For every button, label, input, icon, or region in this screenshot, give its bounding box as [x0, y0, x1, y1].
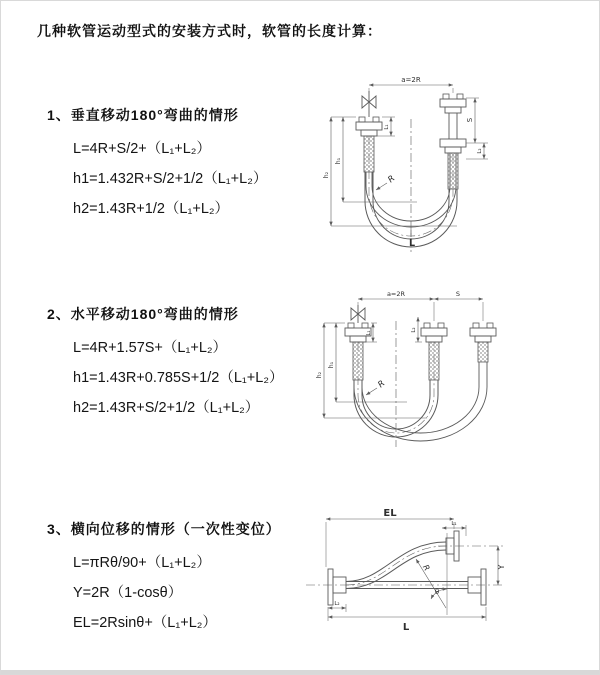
svg-text:R: R [420, 563, 432, 573]
pipe-fitting-right [470, 323, 496, 342]
formula-h2: h2=1.43R+S/2+1/2（L₁+L₂） [73, 400, 260, 416]
pipe-fitting-right-lower [440, 139, 466, 153]
formula-length: L=πRθ/90+（L₁+L₂） [73, 555, 211, 571]
svg-text:R: R [386, 173, 398, 186]
svg-text:h₂: h₂ [316, 371, 323, 379]
dimension-l1 [377, 117, 395, 136]
braided-hose-section [448, 153, 458, 189]
formula-length: L=4R+S/2+（L₁+L₂） [73, 141, 211, 157]
svg-text:h₁: h₁ [328, 361, 335, 369]
svg-text:Y: Y [497, 564, 506, 570]
section-3-heading: 3、横向位移的情形（一次性变位） [47, 521, 281, 537]
flange-right [468, 569, 486, 605]
dimension-s [434, 290, 483, 321]
svg-text:L: L [408, 238, 416, 249]
braided-hose-section [478, 342, 488, 362]
braided-hose-section [364, 136, 374, 172]
svg-text:L₂: L₂ [334, 601, 340, 607]
section-2 [47, 304, 283, 423]
svg-text:θ: θ [434, 588, 440, 596]
valve-icon [362, 91, 376, 117]
dimension-l2 [328, 601, 346, 612]
svg-text:L₁: L₁ [451, 521, 457, 527]
dimension-s [466, 98, 488, 143]
page-bottom-edge [1, 670, 599, 674]
formula-h1: h1=1.43R+0.785S+1/2（L₁+L₂） [73, 370, 284, 386]
svg-text:S: S [455, 290, 461, 298]
svg-text:h₁: h₁ [335, 157, 342, 165]
section-1-heading: 1、垂直移动180°弯曲的情形 [47, 107, 239, 123]
flange-left [328, 569, 346, 605]
section-3 [47, 519, 281, 638]
diagram-horizontal-travel-u-bend [307, 287, 599, 463]
diagram-lateral-displacement [298, 503, 600, 655]
svg-text:L: L [402, 622, 410, 633]
pipe-fitting-left [356, 117, 382, 136]
dimension-a-2r [358, 290, 434, 321]
angle-theta [431, 588, 447, 599]
dimension-l [328, 607, 486, 633]
formula-y: Y=2R（1-cosθ） [73, 585, 183, 601]
dimension-h2 [316, 323, 427, 418]
pipe-fitting-middle [421, 323, 447, 342]
formula-h2: h2=1.43R+1/2（L₁+L₂） [73, 201, 230, 217]
section-2-heading: 2、水平移动180°弯曲的情形 [47, 306, 239, 322]
svg-text:a=2R: a=2R [386, 290, 406, 298]
diagram-vertical-travel-u-bend [307, 69, 589, 259]
svg-text:R: R [376, 378, 388, 391]
dimension-l2 [466, 143, 488, 159]
svg-text:L₂: L₂ [477, 148, 483, 154]
svg-text:EL: EL [383, 508, 397, 519]
page-title: 几种软管运动型式的安装方式时，软管的长度计算： [37, 23, 382, 39]
svg-text:L₁: L₁ [384, 124, 390, 130]
radius-label [376, 174, 397, 190]
braided-hose-section [353, 342, 363, 380]
svg-text:L₁: L₁ [366, 330, 372, 336]
svg-text:h₂: h₂ [323, 171, 330, 179]
length-label [409, 230, 415, 249]
braided-hose-section [429, 342, 439, 380]
radius-label [366, 379, 387, 395]
svg-text:L₂: L₂ [411, 327, 417, 333]
dimension-el [326, 508, 457, 567]
formula-length: L=4R+1.57S+（L₁+L₂） [73, 340, 228, 356]
radius-label [416, 559, 446, 608]
svg-text:S: S [466, 117, 474, 123]
dimension-y [497, 546, 506, 585]
dimension-a-2r [369, 76, 453, 93]
valve-icon [351, 305, 365, 323]
section-1 [47, 105, 267, 224]
formula-h1: h1=1.432R+S/2+1/2（L₁+L₂） [73, 171, 268, 187]
pipe-fitting-right-upper [440, 94, 466, 139]
dimension-l2 [411, 317, 422, 342]
formula-el: EL=2Rsinθ+（L₁+L₂） [73, 615, 217, 631]
svg-text:a=2R: a=2R [401, 76, 421, 84]
